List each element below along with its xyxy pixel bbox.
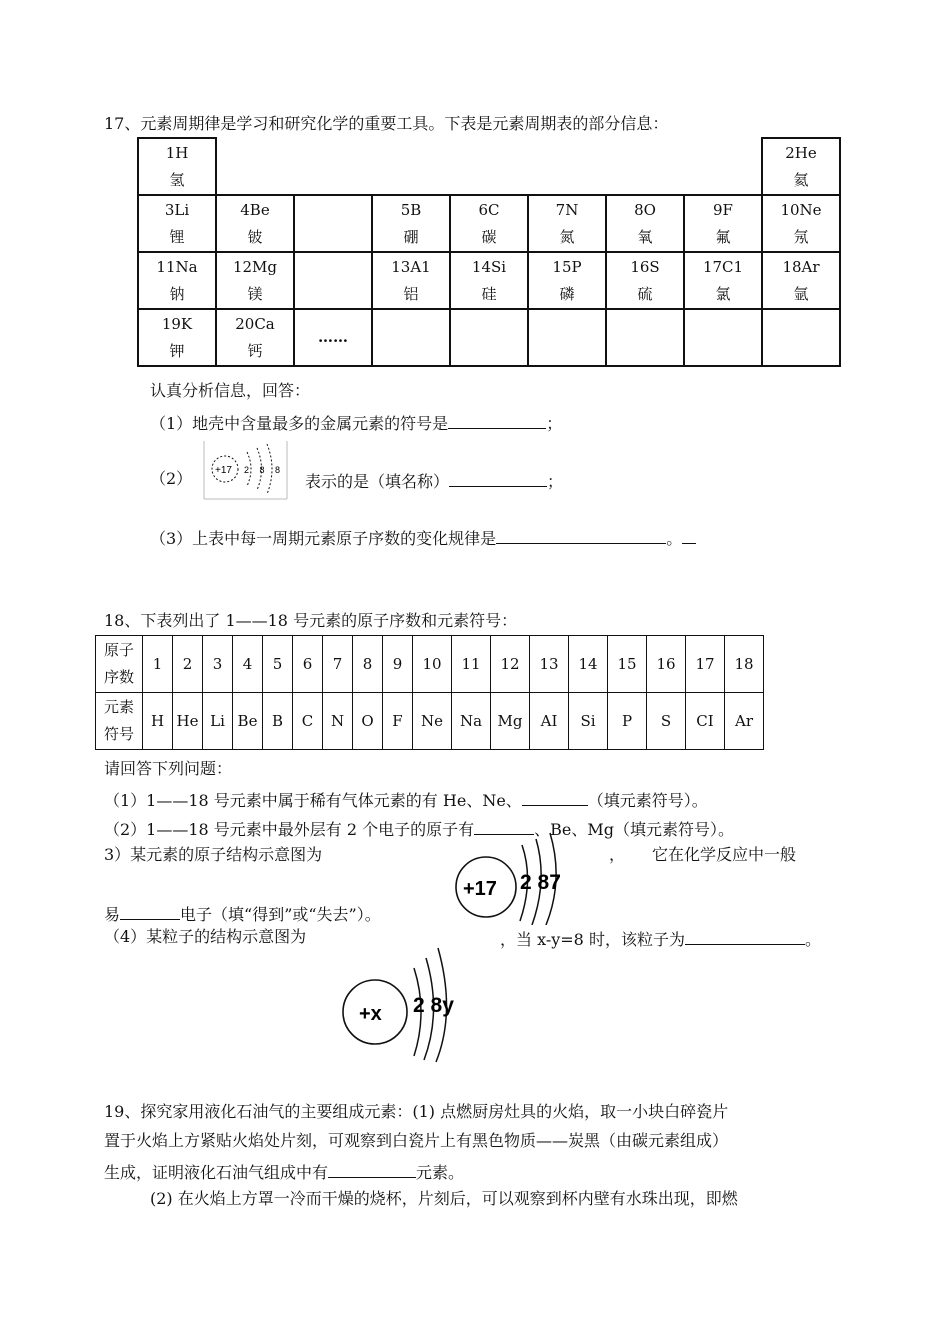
element-symbol-cell: Mg [491, 693, 530, 750]
empty-cell [762, 309, 840, 366]
answer-blank[interactable] [685, 926, 805, 945]
row-header: 原子 序数 [96, 636, 143, 693]
atomic-number-cell: 5 [263, 636, 293, 693]
element-cell: 2He 氦 [762, 138, 840, 195]
answer-blank[interactable] [449, 468, 547, 487]
empty-cell [372, 309, 450, 366]
element-cell: 3Li 锂 [138, 195, 216, 252]
q18-intro: 请回答下列问题： [104, 759, 233, 778]
atomic-number-row [96, 636, 764, 693]
answer-blank[interactable] [496, 525, 666, 544]
answer-blank[interactable] [120, 901, 180, 920]
q17-part2-label: （2） [150, 469, 193, 488]
empty-cell [294, 252, 372, 309]
periodic-table [137, 137, 841, 367]
q18-title: 18、下表列出了 1——18 号元素的原子序数和元素符号： [104, 611, 518, 630]
element-symbol-cell: Ar [725, 693, 764, 750]
element-symbol-cell: Na [452, 693, 491, 750]
atomic-number-cell: 6 [293, 636, 323, 693]
q18-part3a: 3）某元素的原子结构示意图为 [104, 845, 323, 864]
nucleus-label: +17 [463, 878, 497, 900]
element-symbol-cell: O [353, 693, 383, 750]
atomic-number-cell: 18 [725, 636, 764, 693]
q17-intro: 认真分析信息，回答： [150, 381, 311, 400]
empty-cell [294, 195, 372, 252]
element-cell: 15P 磷 [528, 252, 606, 309]
element-symbol-cell: CI [686, 693, 725, 750]
element-cell: 11Na 钠 [138, 252, 216, 309]
row-header: 元素 符号 [96, 693, 143, 750]
atomic-number-cell: 13 [530, 636, 569, 693]
element-symbol-cell: N [323, 693, 353, 750]
periodic-row-1 [138, 138, 840, 195]
particle-diagram [338, 938, 468, 1063]
answer-blank[interactable] [448, 410, 546, 429]
element-cell: 10Ne 氖 [762, 195, 840, 252]
element-cell: 19K 钾 [138, 309, 216, 366]
q17-title: 17、元素周期律是学习和研究化学的重要工具。下表是元素周期表的部分信息： [104, 114, 669, 133]
q18-part3-line2: 易 电子（填“得到”或“失去”）。 [104, 901, 381, 926]
element-table [95, 635, 764, 750]
q18-part4: ，当 x-y=8 时，该粒子为 。 [500, 926, 821, 951]
shell-electrons: 2 87 [520, 871, 561, 894]
q19-line2: 置于火焰上方紧贴火焰处片刻，可观察到白瓷片上有黑色物质——炭黑（由碳元素组成） [104, 1131, 729, 1150]
periodic-row-4 [138, 309, 840, 366]
answer-blank[interactable] [328, 1159, 416, 1178]
atomic-number-cell: 10 [413, 636, 452, 693]
element-symbol-cell: Si [569, 693, 608, 750]
element-cell: 9F 氟 [684, 195, 762, 252]
atomic-number-cell: 15 [608, 636, 647, 693]
ellipsis-cell: …… [294, 309, 372, 366]
q17-part1: （1）地壳中含量最多的金属元素的符号是 ； [150, 410, 562, 435]
element-cell: 5B 硼 [372, 195, 450, 252]
element-symbol-cell: C [293, 693, 323, 750]
element-cell: 6C 碳 [450, 195, 528, 252]
element-cell: 18Ar 氩 [762, 252, 840, 309]
q17-part2: 表示的是（填名称） ； [305, 468, 563, 493]
element-cell: 13A1 铝 [372, 252, 450, 309]
element-cell: 1H 氢 [138, 138, 216, 195]
symbol-row [96, 693, 764, 750]
empty-cell [450, 309, 528, 366]
element-symbol-cell: Be [233, 693, 263, 750]
atomic-number-cell: 1 [143, 636, 173, 693]
q19-line3: 生成，证明液化石油气组成中有 元素。 [104, 1159, 464, 1184]
atom-diagram-cl [203, 440, 289, 500]
element-cell: 14Si 硅 [450, 252, 528, 309]
element-symbol-cell: P [608, 693, 647, 750]
q18-part1: （1）1——18 号元素中属于稀有气体元素的有 He、Ne、 （填元素符号）。 [104, 787, 708, 812]
element-symbol-cell: F [383, 693, 413, 750]
nucleus-label: +17 [215, 465, 232, 476]
element-cell: 12Mg 镁 [216, 252, 294, 309]
atomic-number-cell: 2 [173, 636, 203, 693]
nucleus-label: +x [359, 1003, 382, 1025]
empty-gap [216, 138, 762, 195]
q19-line4: (2) 在火焰上方罩一冷而干燥的烧杯，片刻后，可以观察到杯内壁有水珠出现，即燃 [150, 1189, 738, 1208]
element-cell: 8O 氧 [606, 195, 684, 252]
atomic-number-cell: 3 [203, 636, 233, 693]
atomic-number-cell: 17 [686, 636, 725, 693]
empty-cell [606, 309, 684, 366]
q19-line1: 19、探究家用液化石油气的主要组成元素：(1) 点燃厨房灶具的火焰，取一小块白碎瓷片 [104, 1102, 729, 1121]
element-symbol-cell: He [173, 693, 203, 750]
element-cell: 4Be 铍 [216, 195, 294, 252]
atomic-number-cell: 11 [452, 636, 491, 693]
periodic-row-2 [138, 195, 840, 252]
atomic-number-cell: 9 [383, 636, 413, 693]
q18-part3c: 它在化学反应中一般 [652, 845, 797, 864]
atomic-number-cell: 12 [491, 636, 530, 693]
element-cell: 16S 硫 [606, 252, 684, 309]
element-symbol-cell: S [647, 693, 686, 750]
atomic-number-cell: 4 [233, 636, 263, 693]
empty-cell [684, 309, 762, 366]
shell-electrons: 2 8y [413, 994, 454, 1017]
answer-blank[interactable] [522, 787, 588, 806]
element-cell: 20Ca 钙 [216, 309, 294, 366]
atomic-number-cell: 14 [569, 636, 608, 693]
q18-part3-comma: ， [609, 845, 626, 864]
element-symbol-cell: Li [203, 693, 233, 750]
q18-part2: （2）1——18 号元素中最外层有 2 个电子的原子有 、Be、Mg（填元素符号）。 [104, 816, 734, 841]
atomic-number-cell: 16 [647, 636, 686, 693]
element-cell: 7N 氮 [528, 195, 606, 252]
periodic-row-3 [138, 252, 840, 309]
atomic-number-cell: 8 [353, 636, 383, 693]
element-symbol-cell: Ne [413, 693, 452, 750]
element-symbol-cell: B [263, 693, 293, 750]
empty-cell [528, 309, 606, 366]
element-symbol-cell: H [143, 693, 173, 750]
q18-part4a: （4）某粒子的结构示意图为 [104, 927, 307, 946]
atomic-number-cell: 7 [323, 636, 353, 693]
element-symbol-cell: AI [530, 693, 569, 750]
element-cell: 17C1 氯 [684, 252, 762, 309]
atom-diagram-17 [450, 825, 585, 925]
q17-part3: （3）上表中每一周期元素原子序数的变化规律是 。 [150, 525, 696, 550]
shell-electrons: 2 8 8 [244, 465, 285, 475]
